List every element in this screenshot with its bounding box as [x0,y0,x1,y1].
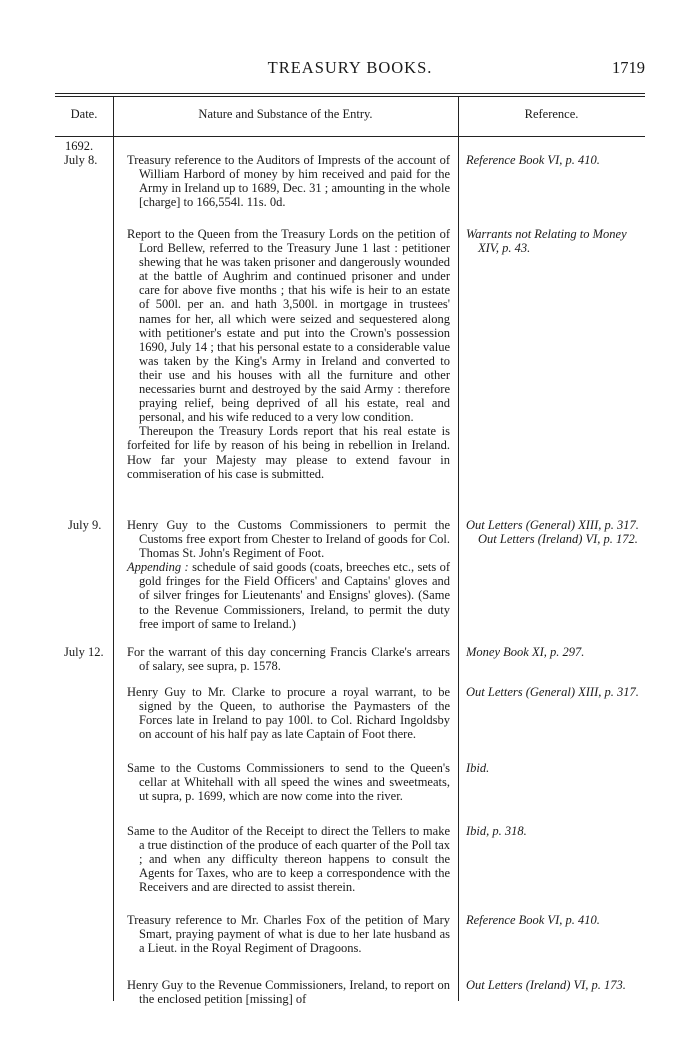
entry-text [127,227,450,481]
column-header-date: Date. [70,107,98,121]
entry-reference [466,761,642,775]
top-rule-inner [55,96,645,97]
entry-reference [466,153,642,167]
entry-reference [466,913,642,927]
entry-appending [127,560,450,630]
column-divider-date [113,96,114,1001]
year-label: 1692. [65,139,94,153]
page-title: TREASURY BOOKS. [267,58,433,77]
page-number: 1719 [612,58,645,77]
entry-text [127,824,450,894]
reference-text: Warrants not Relating to Money XIV, p. 43. [466,227,627,256]
entry-reference [466,645,642,659]
top-rule [55,93,645,94]
reference-text: Out Letters (Ireland) VI, p. 173. [466,978,626,992]
entry-text [127,913,450,955]
entry-text [127,685,450,741]
entry-paragraph: Henry Guy to the Customs Commissioners to permit the Customs free export from Chester to Ireland of goods for Col. Thomas St. John's Regiment of Foot. [127,518,450,561]
entry-text [127,153,450,209]
entry-paragraph: Same to the Auditor of the Receipt to direct the Tellers to make a true distinction of the produce of each quarter of the Poll tax ; and when any difficulty thereon happens to consult the Agents for Taxes, who are to keep a correspondence with the Receivers and are directed to assist therein. [127,824,451,895]
reference-text: Ibid. [466,761,490,775]
appending-label: Appending : [127,560,189,575]
entry-date: July 9. [68,518,102,532]
entry-text [127,518,450,631]
entry-text [127,761,450,803]
entry-paragraph: Report to the Queen from the Treasury Lords on the petition of Lord Bellew, referred to the Treasury June 1 last : petitioner shewing that he was taken prisoner and dangerously wounded at the battle of Aughrim and continued prisoner and under care for above five months ; that his wife is heir to an estate of 500l. per an. and hath 3,500l. in mortgage in trustees' names for her, all which were seized and sequestered along with petitioner's estate and put into the Crown's possession 1690, July 14 ; that his personal estate to a considerable value was taken by the King's Army in Ireland and converted to their use and his houses with all the furniture and other necessaries burnt and destroyed by the said Army : therefore praying relief, being deprived of all his estate, real and personal, and his wife reduced to a very low condition. [127,227,450,425]
entry-text [127,645,450,673]
appending-text: schedule of said goods (coats, breeches etc., sets of gold fringes for the Field Officers' and Captains' gloves and of silver fringes for Lieutenants' and Ensigns' gloves). (Same to the Revenue Commissioners, Ireland, to permit the duty free import of same to Ireland.) [139,560,451,631]
column-header-nature: Nature and Substance of the Entry. [198,107,373,121]
reference-text: Reference Book VI, p. 410. [466,153,600,167]
entry-paragraph: Henry Guy to Mr. Clarke to procure a royal warrant, to be signed by the Queen, to authorise the Paymasters of the Forces late in Ireland to pay 100l. to Col. Richard Ingoldsby on account of his half pay as late Captain of Foot there. [127,685,450,742]
entry-reference [466,518,642,546]
entry-reference [466,685,642,699]
entry-paragraph: Treasury reference to Mr. Charles Fox of the petition of Mary Smart, praying payment of what is due to her late husband as a Lieut. in the Royal Regiment of Dragoons. [127,913,450,956]
reference-text: Reference Book VI, p. 410. [466,913,600,927]
column-divider-reference [458,96,459,1001]
entry-paragraph: Same to the Customs Commissioners to send to the Queen's cellar at Whitehall with all speed the wines and sweetmeats, ut supra, p. 1699, which are now come into the river. [127,761,450,804]
entry-reference [466,227,642,255]
entry-paragraph: For the warrant of this day concerning Francis Clarke's arrears of salary, see supra, p. 1578. [127,645,450,674]
entry-date: July 8. [64,153,98,167]
reference-text: Out Letters (General) XIII, p. 317. Out Letters (Ireland) VI, p. 172. [466,518,639,547]
reference-text: Money Book XI, p. 297. [466,645,585,659]
entry-paragraph-continued: Thereupon the Treasury Lords report that his real estate is forfeited for life by reason of his being in rebellion in Ireland. How far your Majesty may please to extend favour in commiseration of his case is submitted. [127,424,450,481]
reference-text: Out Letters (General) XIII, p. 317. [466,685,639,699]
entry-paragraph: Henry Guy to the Revenue Commissioners, Ireland, to report on the enclosed petition [missing] of [127,978,450,1007]
header-rule [55,136,645,137]
entry-paragraph: Treasury reference to the Auditors of Imprests of the account of William Harbord of money by him received and paid for the Army in Ireland up to 1689, Dec. 31 ; amounting in the whole [charge] to 166,554l. 11s. 0d. [127,153,450,210]
reference-text: Ibid, p. 318. [466,824,527,838]
entry-text [127,978,450,1006]
column-header-reference: Reference. [524,107,579,121]
entry-date: July 12. [64,645,104,659]
entry-reference [466,978,642,992]
entry-reference [466,824,642,838]
running-header [55,58,645,80]
